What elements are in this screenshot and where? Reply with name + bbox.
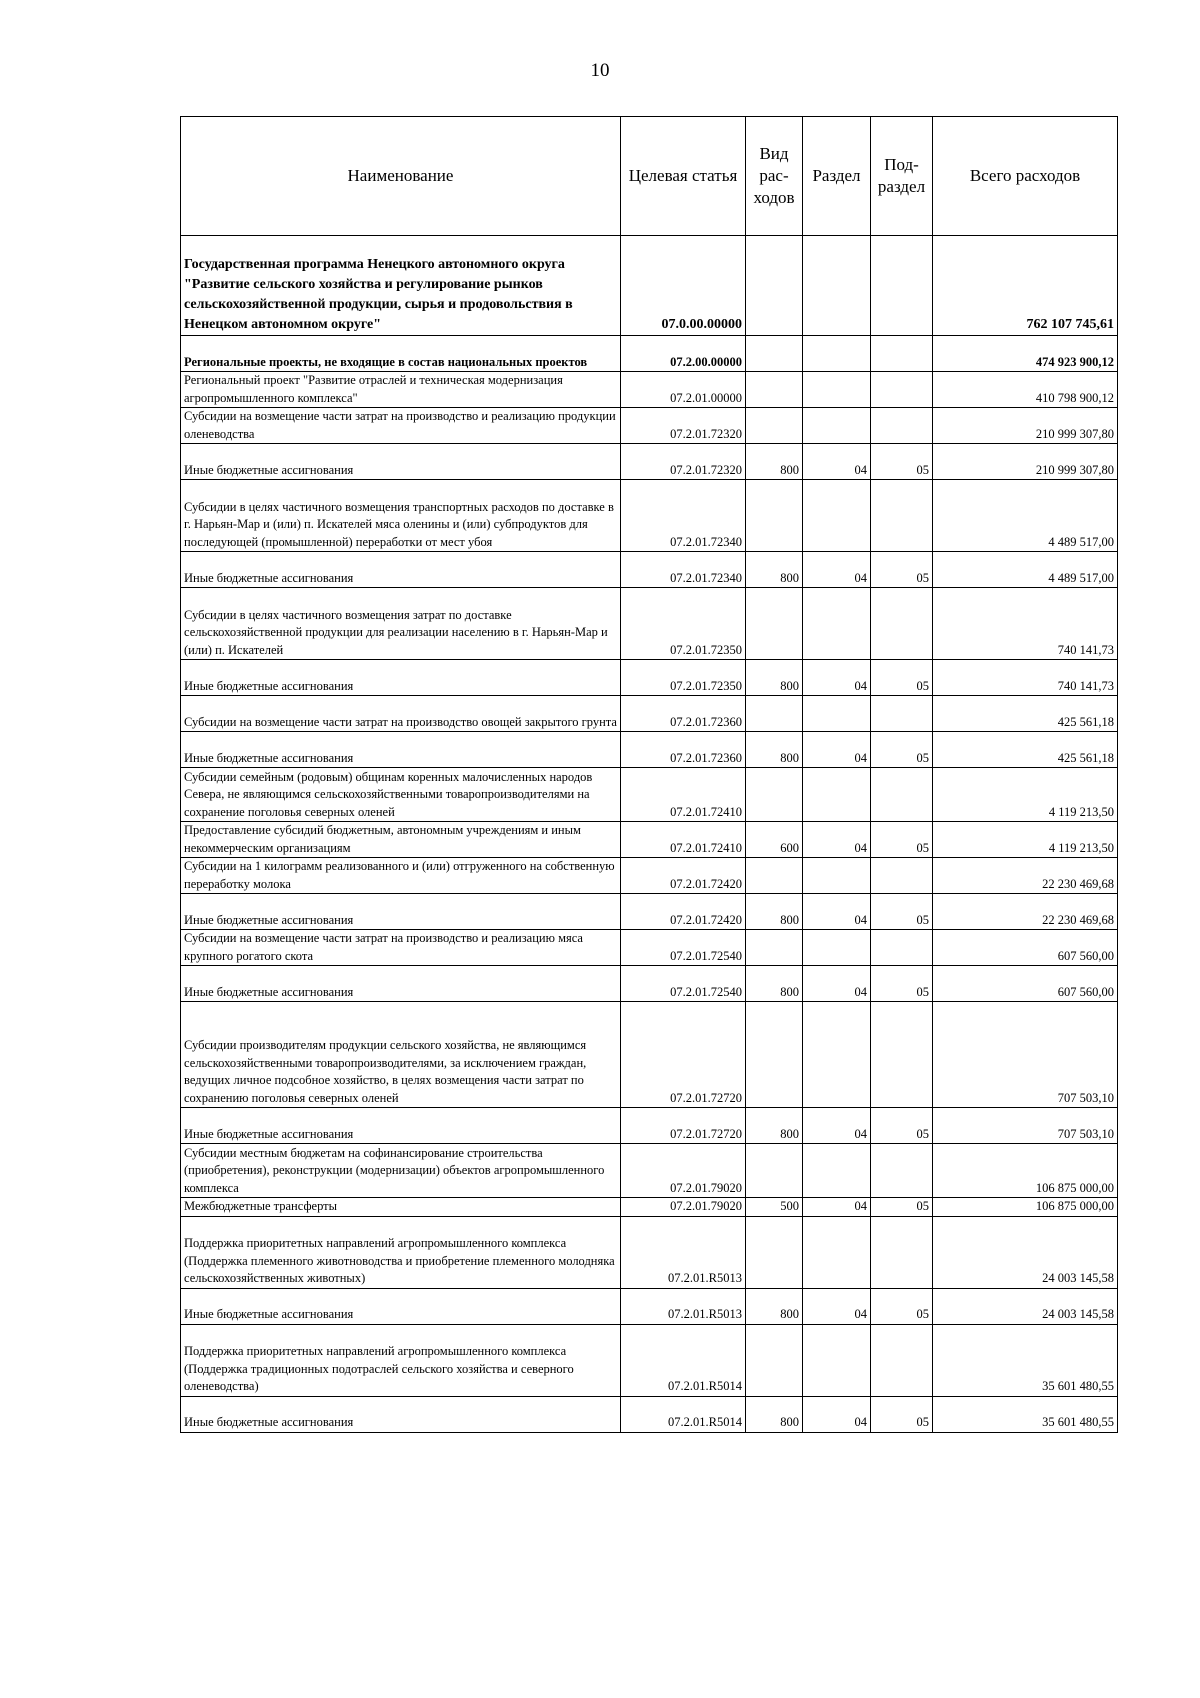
cell-target: 07.2.01.72410 [621, 768, 746, 822]
cell-target: 07.2.01.72720 [621, 1002, 746, 1108]
cell-kind [746, 1324, 803, 1396]
cell-total: 24 003 145,58 [933, 1216, 1118, 1288]
cell-name: Субсидии в целях частичного возмещения затрат по доставке сельскохозяйственной продукции для реализации населению в г. Нарьян-Мар и (или) п. Искателей [181, 588, 621, 660]
cell-kind: 800 [746, 732, 803, 768]
cell-kind: 800 [746, 444, 803, 480]
cell-target: 07.2.01.72320 [621, 408, 746, 444]
cell-kind [746, 1216, 803, 1288]
cell-section: 04 [803, 660, 871, 696]
cell-total: 24 003 145,58 [933, 1288, 1118, 1324]
cell-name: Субсидии на 1 килограмм реализованного и (или) отгруженного на собственную переработку молока [181, 858, 621, 894]
cell-total: 4 489 517,00 [933, 552, 1118, 588]
cell-name: Иные бюджетные ассигнования [181, 552, 621, 588]
cell-subsection [871, 480, 933, 552]
cell-section [803, 696, 871, 732]
table-header-row [181, 117, 1118, 236]
header-kind: Вид рас-ходов [746, 117, 803, 236]
table-row [181, 1108, 1118, 1144]
cell-target: 07.2.01.72360 [621, 732, 746, 768]
cell-name: Иные бюджетные ассигнования [181, 732, 621, 768]
cell-kind: 800 [746, 1108, 803, 1144]
cell-target: 07.2.01.72340 [621, 552, 746, 588]
cell-kind [746, 236, 803, 336]
cell-subsection: 05 [871, 1288, 933, 1324]
cell-name: Субсидии на возмещение части затрат на производство овощей закрытого грунта [181, 696, 621, 732]
cell-total: 22 230 469,68 [933, 894, 1118, 930]
table-row [181, 1002, 1118, 1108]
cell-subsection [871, 768, 933, 822]
cell-kind [746, 930, 803, 966]
cell-section [803, 480, 871, 552]
cell-target: 07.2.01.72350 [621, 588, 746, 660]
cell-name: Субсидии производителям продукции сельского хозяйства, не являющимся сельскохозяйственными товаропроизводителями, за исключением граждан, ведущих личное подсобное хозяйство, в целях возмещения части затрат по сохранению поголовья северных оленей [181, 1002, 621, 1108]
cell-subsection: 05 [871, 1108, 933, 1144]
cell-kind: 800 [746, 1288, 803, 1324]
header-name: Наименование [181, 117, 621, 236]
cell-name: Иные бюджетные ассигнования [181, 966, 621, 1002]
cell-subsection [871, 1002, 933, 1108]
cell-total: 607 560,00 [933, 966, 1118, 1002]
cell-kind [746, 336, 803, 372]
cell-name: Иные бюджетные ассигнования [181, 660, 621, 696]
cell-name: Субсидии местным бюджетам на софинансирование строительства (приобретения), реконструкции (модернизации) объектов агропромышленного комплекса [181, 1144, 621, 1198]
cell-name: Субсидии на возмещение части затрат на производство и реализацию продукции оленеводства [181, 408, 621, 444]
cell-total: 707 503,10 [933, 1002, 1118, 1108]
cell-total: 740 141,73 [933, 660, 1118, 696]
cell-name: Иные бюджетные ассигнования [181, 894, 621, 930]
table-row [181, 660, 1118, 696]
cell-target: 07.2.01.R5014 [621, 1396, 746, 1432]
cell-section [803, 1324, 871, 1396]
cell-total: 425 561,18 [933, 696, 1118, 732]
cell-target: 07.2.01.72720 [621, 1108, 746, 1144]
cell-name: Иные бюджетные ассигнования [181, 444, 621, 480]
table-row [181, 822, 1118, 858]
cell-target: 07.2.01.72540 [621, 930, 746, 966]
cell-section: 04 [803, 1396, 871, 1432]
cell-total: 210 999 307,80 [933, 408, 1118, 444]
cell-section: 04 [803, 1198, 871, 1217]
cell-kind: 800 [746, 1396, 803, 1432]
cell-section: 04 [803, 552, 871, 588]
cell-section: 04 [803, 1108, 871, 1144]
cell-total: 425 561,18 [933, 732, 1118, 768]
table-row [181, 732, 1118, 768]
cell-target: 07.2.01.72410 [621, 822, 746, 858]
cell-total: 4 489 517,00 [933, 480, 1118, 552]
cell-total: 210 999 307,80 [933, 444, 1118, 480]
cell-section: 04 [803, 822, 871, 858]
cell-section [803, 930, 871, 966]
cell-subsection: 05 [871, 552, 933, 588]
cell-kind [746, 480, 803, 552]
cell-name: Поддержка приоритетных направлений агропромышленного комплекса (Поддержка племенного животноводства и приобретение племенного молодняка сельскохозяйственных животных) [181, 1216, 621, 1288]
cell-section: 04 [803, 894, 871, 930]
cell-total: 607 560,00 [933, 930, 1118, 966]
table-row [181, 930, 1118, 966]
cell-subsection [871, 1216, 933, 1288]
cell-name: Субсидии на возмещение части затрат на производство и реализацию мяса крупного рогатого скота [181, 930, 621, 966]
cell-name: Субсидии семейным (родовым) общинам коренных малочисленных народов Севера, не являющимся сельскохозяйственными товаропроизводителями на сохранение поголовья северных оленей [181, 768, 621, 822]
cell-kind: 600 [746, 822, 803, 858]
cell-kind: 800 [746, 894, 803, 930]
cell-section [803, 588, 871, 660]
cell-target: 07.2.01.72420 [621, 858, 746, 894]
header-section: Раздел [803, 117, 871, 236]
cell-subsection: 05 [871, 966, 933, 1002]
cell-subsection [871, 236, 933, 336]
table-row [181, 1396, 1118, 1432]
cell-name: Иные бюджетные ассигнования [181, 1108, 621, 1144]
table-row [181, 588, 1118, 660]
table-row [181, 1216, 1118, 1288]
table-row [181, 966, 1118, 1002]
cell-section [803, 1216, 871, 1288]
cell-total: 762 107 745,61 [933, 236, 1118, 336]
table-row [181, 1324, 1118, 1396]
cell-target: 07.2.01.R5013 [621, 1288, 746, 1324]
cell-target: 07.2.01.79020 [621, 1198, 746, 1217]
cell-name: Межбюджетные трансферты [181, 1198, 621, 1217]
cell-kind [746, 1002, 803, 1108]
cell-kind [746, 858, 803, 894]
cell-target: 07.2.01.00000 [621, 372, 746, 408]
page-number: 10 [590, 60, 610, 81]
cell-subsection [871, 588, 933, 660]
cell-kind: 800 [746, 660, 803, 696]
cell-subsection: 05 [871, 732, 933, 768]
cell-name: Региональный проект "Развитие отраслей и техническая модернизация агропромышленного комплекса" [181, 372, 621, 408]
cell-total: 35 601 480,55 [933, 1324, 1118, 1396]
table-row [181, 1144, 1118, 1198]
cell-kind [746, 588, 803, 660]
cell-section: 04 [803, 444, 871, 480]
cell-total: 410 798 900,12 [933, 372, 1118, 408]
cell-kind: 800 [746, 552, 803, 588]
cell-subsection [871, 372, 933, 408]
cell-subsection [871, 1144, 933, 1198]
table-row [181, 408, 1118, 444]
cell-name: Иные бюджетные ассигнования [181, 1396, 621, 1432]
cell-target: 07.2.01.72360 [621, 696, 746, 732]
cell-section [803, 1002, 871, 1108]
table-row [181, 858, 1118, 894]
cell-section: 04 [803, 732, 871, 768]
cell-section [803, 858, 871, 894]
cell-subsection: 05 [871, 822, 933, 858]
cell-kind [746, 372, 803, 408]
cell-section: 04 [803, 1288, 871, 1324]
budget-table [180, 116, 1118, 1433]
table-row [181, 236, 1118, 336]
cell-kind: 800 [746, 966, 803, 1002]
cell-kind [746, 768, 803, 822]
cell-target: 07.2.01.72420 [621, 894, 746, 930]
cell-target: 07.2.01.72540 [621, 966, 746, 1002]
cell-subsection [871, 858, 933, 894]
table-row [181, 372, 1118, 408]
cell-target: 07.2.01.R5014 [621, 1324, 746, 1396]
cell-target: 07.2.01.R5013 [621, 1216, 746, 1288]
cell-section [803, 768, 871, 822]
cell-kind [746, 408, 803, 444]
cell-target: 07.2.01.72320 [621, 444, 746, 480]
cell-total: 22 230 469,68 [933, 858, 1118, 894]
cell-total: 474 923 900,12 [933, 336, 1118, 372]
cell-subsection: 05 [871, 444, 933, 480]
cell-name: Иные бюджетные ассигнования [181, 1288, 621, 1324]
cell-subsection: 05 [871, 1198, 933, 1217]
cell-section [803, 372, 871, 408]
cell-subsection [871, 696, 933, 732]
cell-section [803, 336, 871, 372]
cell-subsection: 05 [871, 1396, 933, 1432]
cell-target: 07.2.00.00000 [621, 336, 746, 372]
cell-subsection [871, 336, 933, 372]
cell-target: 07.2.01.79020 [621, 1144, 746, 1198]
cell-total: 35 601 480,55 [933, 1396, 1118, 1432]
cell-name: Региональные проекты, не входящие в состав национальных проектов [181, 336, 621, 372]
table-row [181, 768, 1118, 822]
cell-kind [746, 696, 803, 732]
cell-kind: 500 [746, 1198, 803, 1217]
table-row [181, 696, 1118, 732]
cell-kind [746, 1144, 803, 1198]
table-row [181, 1198, 1118, 1217]
cell-target: 07.0.00.00000 [621, 236, 746, 336]
cell-total: 4 119 213,50 [933, 768, 1118, 822]
cell-section [803, 408, 871, 444]
cell-name: Предоставление субсидий бюджетным, автономным учреждениям и иным некоммерческим организациям [181, 822, 621, 858]
cell-total: 106 875 000,00 [933, 1144, 1118, 1198]
header-target: Целевая статья [621, 117, 746, 236]
cell-total: 106 875 000,00 [933, 1198, 1118, 1217]
header-total: Всего расходов [933, 117, 1118, 236]
table-row [181, 1288, 1118, 1324]
cell-total: 740 141,73 [933, 588, 1118, 660]
header-subsection: Под-раздел [871, 117, 933, 236]
cell-section [803, 1144, 871, 1198]
cell-total: 707 503,10 [933, 1108, 1118, 1144]
cell-name: Субсидии в целях частичного возмещения транспортных расходов по доставке в г. Нарьян-Мар и (или) п. Искателей мяса оленины и (или) субпродуктов для последующей (промышленной) переработки от мест убоя [181, 480, 621, 552]
cell-subsection: 05 [871, 660, 933, 696]
cell-section [803, 236, 871, 336]
table-row [181, 480, 1118, 552]
cell-name: Поддержка приоритетных направлений агропромышленного комплекса (Поддержка традиционных подотраслей сельского хозяйства и северного оленеводства) [181, 1324, 621, 1396]
cell-subsection [871, 1324, 933, 1396]
cell-target: 07.2.01.72350 [621, 660, 746, 696]
cell-name: Государственная программа Ненецкого автономного округа "Развитие сельского хозяйства и регулирование рынков сельскохозяйственной продукции, сырья и продовольствия в Ненецком автономном округе" [181, 236, 621, 336]
table-row [181, 552, 1118, 588]
cell-total: 4 119 213,50 [933, 822, 1118, 858]
cell-subsection [871, 408, 933, 444]
table-row [181, 444, 1118, 480]
cell-target: 07.2.01.72340 [621, 480, 746, 552]
cell-subsection [871, 930, 933, 966]
cell-subsection: 05 [871, 894, 933, 930]
cell-section: 04 [803, 966, 871, 1002]
table-row [181, 894, 1118, 930]
table-row [181, 336, 1118, 372]
